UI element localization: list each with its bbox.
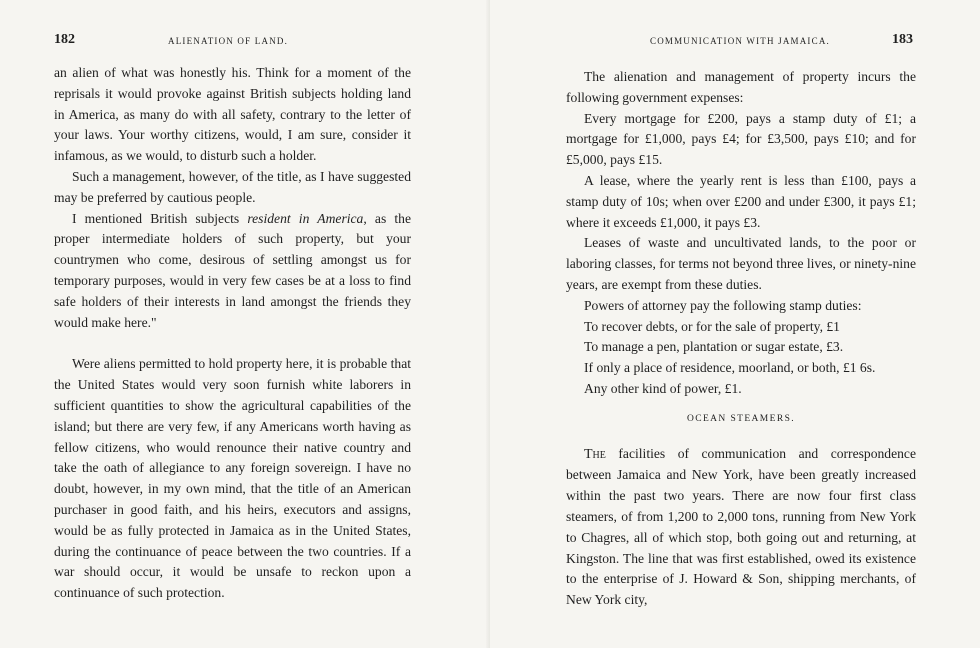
paragraph: Such a management, however, of the title, as I have suggested may be preferred by cautious people.: [54, 168, 411, 205]
section-text: facilities of communication and correspondence between Jamaica and New York, have been greatly increased within the past two years. There are now four first class steamers, of from 1,200 to 2,000 tons, running from New York to Chagres, all of which stop, both going out and returning, at Kingston. The line that was first established, owed its existence to the enterprise of J. Howard & Son, shipping merchants, of New York city,: [566, 445, 916, 608]
emphasis-text: resident in America: [247, 210, 364, 226]
paragraph: The alienation and management of property incurs the following government expenses:: [566, 69, 916, 105]
right-page-body: [566, 67, 916, 611]
right-page-number: 183: [892, 32, 913, 47]
section-heading: OCEAN STEAMERS.: [686, 413, 796, 424]
duty-line: To manage a pen, plantation or sugar estate, £3.: [584, 339, 844, 355]
drop-word: The: [584, 446, 606, 462]
paragraph: Every mortgage for £200, pays a stamp duty of £1; a mortgage for £1,000, pays £4; for £3,500, pays £10; and for £5,000, pays £15.: [566, 110, 916, 168]
duty-line: If only a place of residence, moorland, or both, £1 6s.: [584, 360, 876, 376]
right-page: [490, 0, 980, 648]
left-running-head: ALIENATION OF LAND.: [168, 36, 289, 46]
left-page-body: [54, 63, 411, 604]
paragraph: Powers of attorney pay the following stamp duties:: [584, 297, 862, 313]
paragraph: an alien of what was honestly his. Think for a moment of the reprisals it would provoke against British subjects holding land in America, as many do with all safety, contrary to the letter of your laws. Your worthy citizens, would, I am sure, consider it infamous, as we would, to disturb such a holder.: [54, 65, 411, 164]
duty-line: Any other kind of power, £1.: [584, 380, 742, 396]
left-page-number: 182: [54, 32, 75, 47]
paragraph: A lease, where the yearly rent is less than £100, pays a stamp duty of 10s; when over £200 and under £300, it pays £1; where it exceeds £1,000, it pays £3.: [566, 172, 916, 230]
paragraph: Leases of waste and uncultivated lands, to the poor or laboring classes, for terms not beyond three lives, or ninety-nine years, are exempt from these duties.: [566, 235, 916, 292]
paragraph: Were aliens permitted to hold property here, it is probable that the United States would very soon furnish white laborers in sufficient quantities to show the agricultural capabilities of the island; but there are very few, if any Americans worth having as fellow citizens, who would renounce their native country and take the oath of allegiance to any foreign sovereign. I have no doubt, however, in my own mind, that the title of an American purchaser in good faith, and his heirs, executors and assigns, would be as fully protected in Jamaica as in the United States, during the continuance of peace between the two countries. If a war should occur, it would be unsafe to reckon upon a continuance of such protection.: [54, 356, 411, 601]
right-running-head: COMMUNICATION WITH JAMAICA.: [650, 36, 830, 46]
quote-text: , as the proper intermediate holders of such property, but your countrymen who come, desirous of settling amongst us for temporary purposes, would in very few cases be at a loss to find safe holders of their interests in land amongst the friends they would make here.": [54, 210, 412, 330]
section-paragraph: [566, 444, 916, 611]
quote-paragraph: [54, 209, 411, 334]
duty-line: To recover debts, or for the sale of property, £1: [584, 318, 840, 334]
quote-text: I mentioned British subjects: [72, 210, 248, 226]
